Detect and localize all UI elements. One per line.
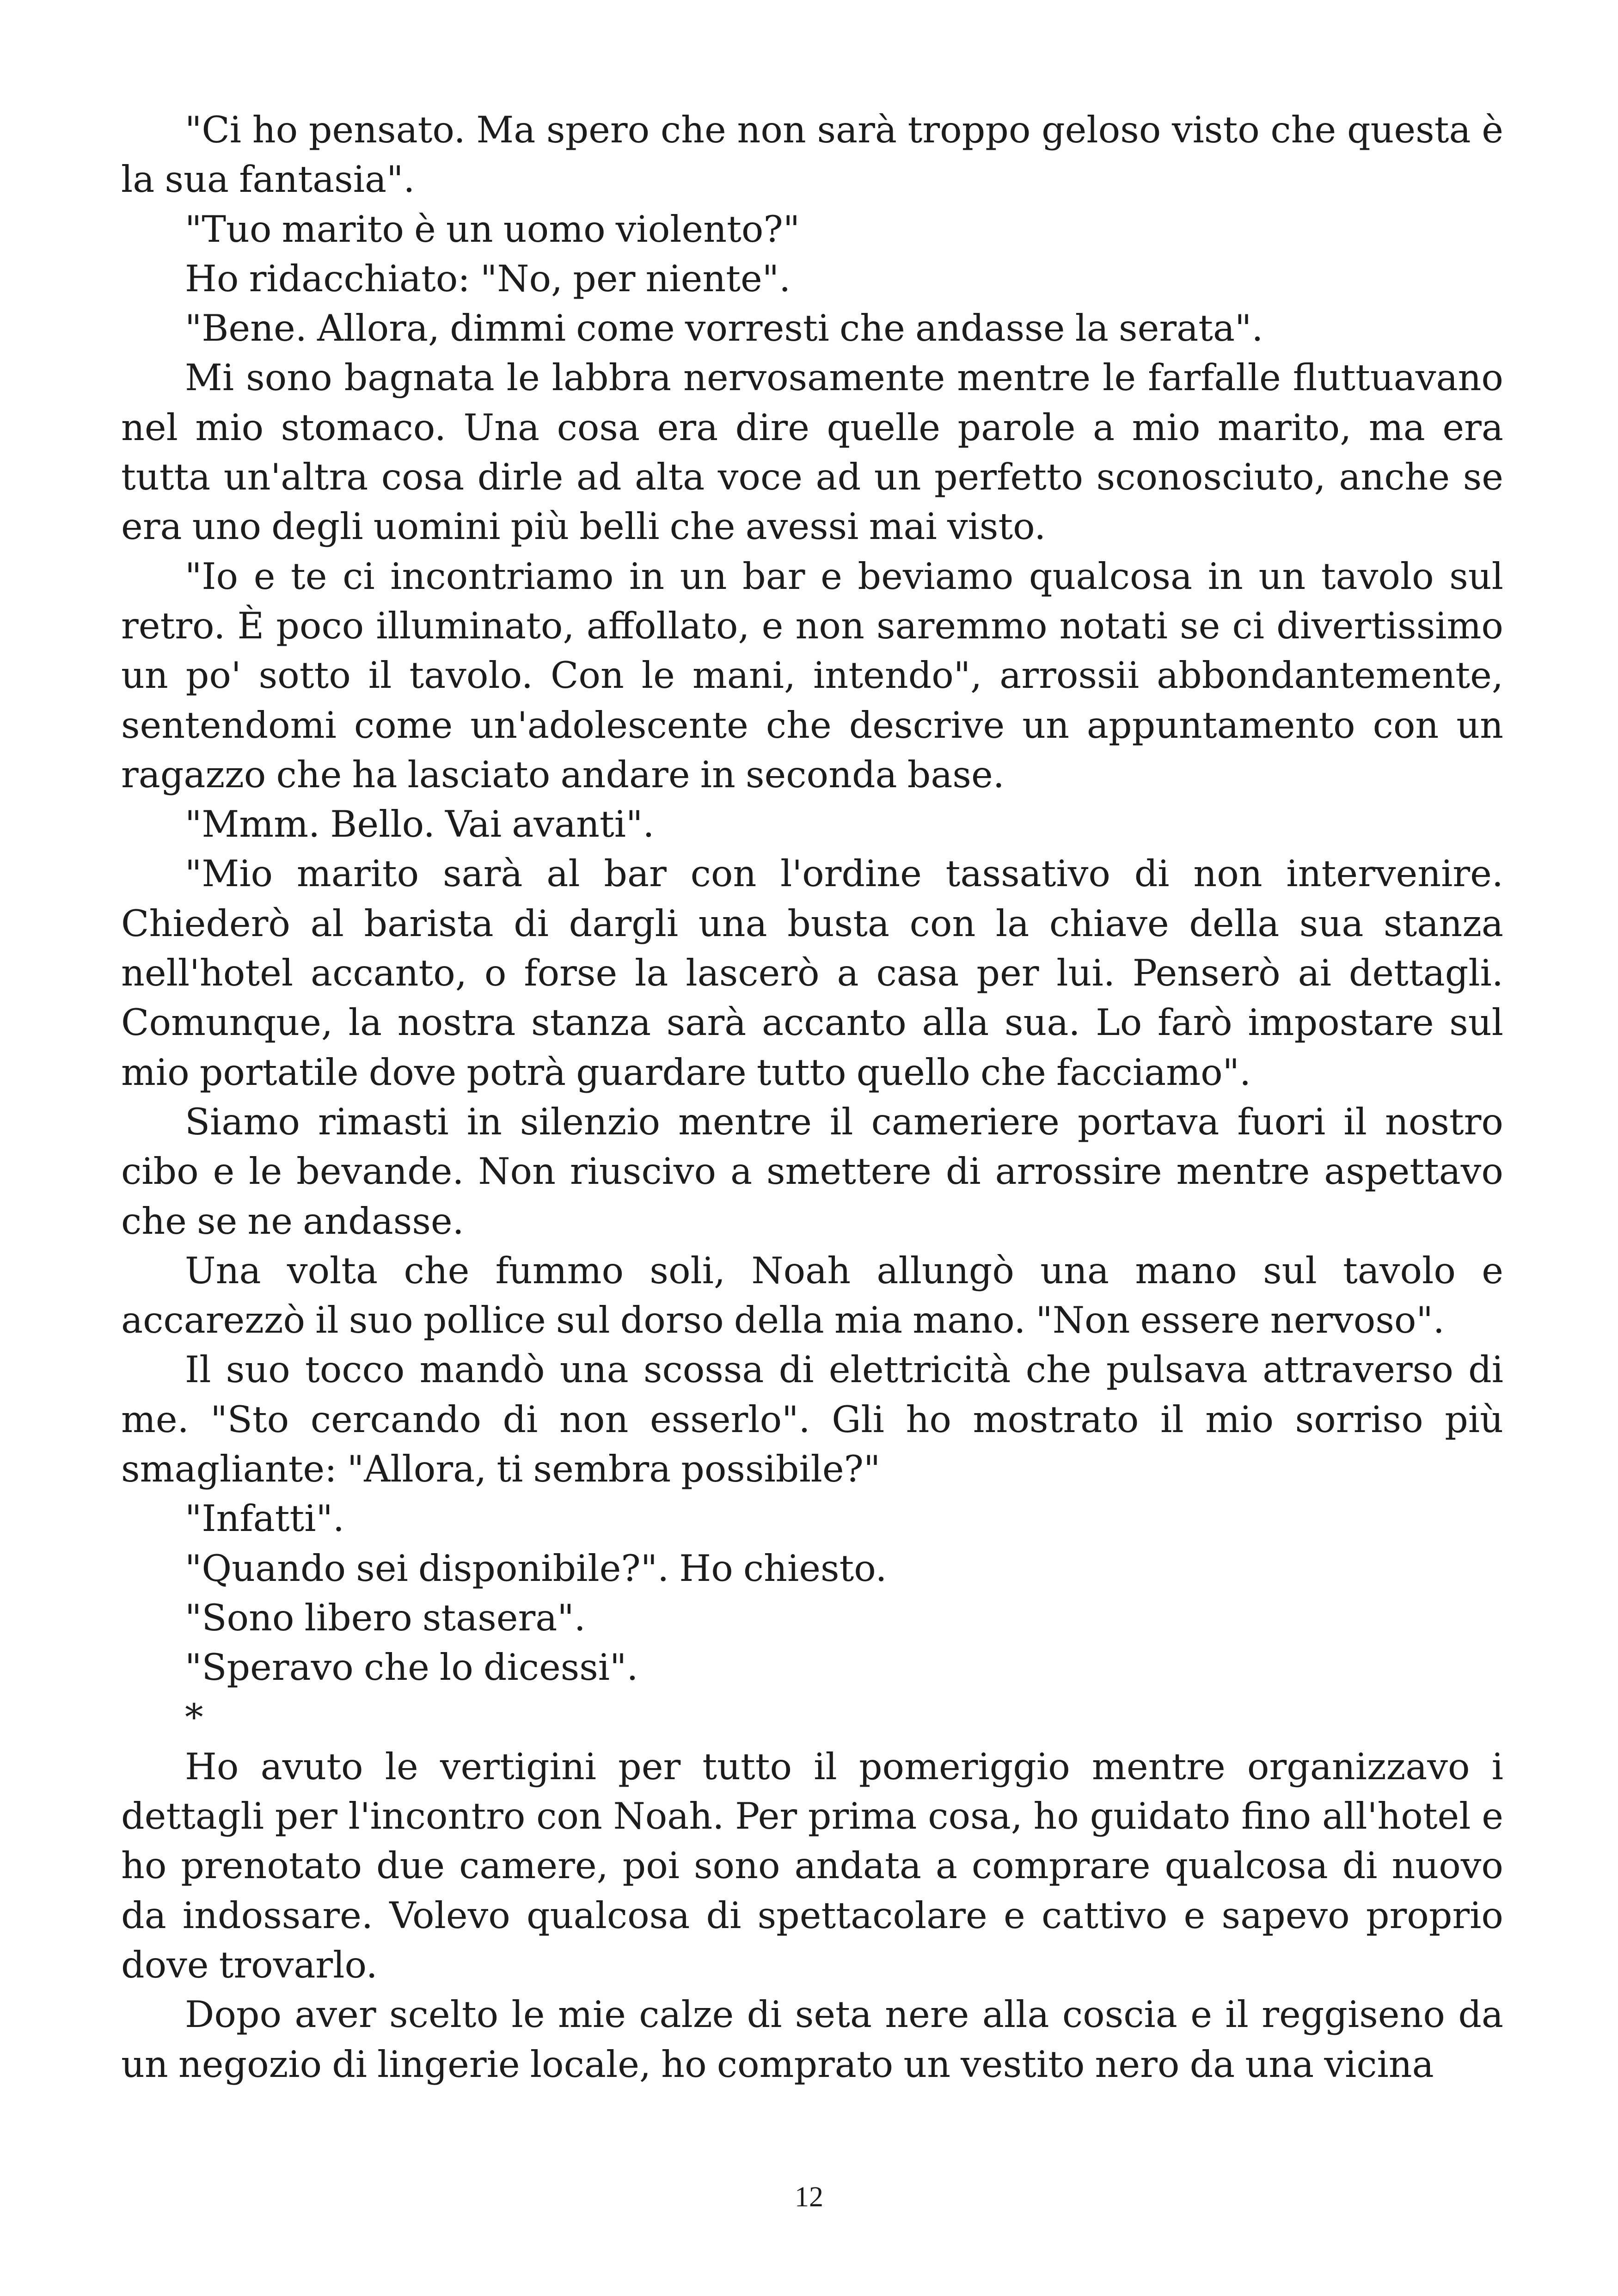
page-number: 12 [795,2181,823,2213]
paragraph: "Speravo che lo dicessi". [185,1646,638,1689]
scene-break: * [185,1696,203,1739]
paragraph: "Quando sei disponibile?". Ho chiesto. [185,1547,887,1590]
paragraph: "Io e te ci incontriamo in un bar e beviamo qualcosa in un tavolo sul retro. È poco illuminato, affollato, e non saremmo notati se ci divertissimo un po' sotto il tavolo. Con le mani, intendo", arrossii abbondantemente, sentendomi come un'adolescente che descrive un appuntamento con un ragazzo che ha lasciato andare in seconda base. [121,555,1503,796]
paragraph: "Tuo marito è un uomo violento?" [185,208,800,251]
paragraph: Siamo rimasti in silenzio mentre il cameriere portava fuori il nostro cibo e le bevande. Non riuscivo a smettere di arrossire mentre aspettavo che se ne andasse. [121,1100,1503,1243]
paragraph: Dopo aver scelto le mie calze di seta nere alla coscia e il reggiseno da un negozio di lingerie locale, ho comprato un vestito nero da una vicina [121,1993,1503,2086]
paragraph: Mi sono bagnata le labbra nervosamente mentre le farfalle fluttuavano nel mio stomaco. Una cosa era dire quelle parole a mio marito, ma era tutta un'altra cosa dirle ad alta voce ad un perfetto sconosciuto, anche se era uno degli uomini più belli che avessi mai visto. [121,356,1503,548]
paragraph: Il suo tocco mandò una scossa di elettricità che pulsava attraverso di me. "Sto cercando di non esserlo". Gli ho mostrato il mio sorriso più smagliante: "Allora, ti sembra possibile?" [121,1348,1503,1491]
paragraph: Ho ridacchiato: "No, per niente". [185,257,791,300]
paragraph: "Sono libero stasera". [185,1596,586,1639]
paragraph: Una volta che fummo soli, Noah allungò una mano sul tavolo e accarezzò il suo pollice sul dorso della mia mano. "Non essere nervoso". [121,1249,1503,1342]
paragraph: "Bene. Allora, dimmi come vorresti che andasse la serata". [185,307,1263,350]
paragraph: "Infatti". [185,1497,344,1540]
body-text [121,105,1503,2089]
paragraph: "Mio marito sarà al bar con l'ordine tassativo di non intervenire. Chiederò al barista di dargli una busta con la chiave della sua stanza nell'hotel accanto, o forse la lascerò a casa per lui. Penserò ai dettagli. Comunque, la nostra stanza sarà accanto alla sua. Lo farò impostare sul mio portatile dove potrà guardare tutto quello che facciamo". [121,852,1503,1094]
paragraph: Ho avuto le vertigini per tutto il pomeriggio mentre organizzavo i dettagli per l'incontro con Noah. Per prima cosa, ho guidato fino all'hotel e ho prenotato due camere, poi sono andata a comprare qualcosa di nuovo da indossare. Volevo qualcosa di spettacolare e cattivo e sapevo proprio dove trovarlo. [121,1745,1503,1986]
paragraph: "Ci ho pensato. Ma spero che non sarà troppo geloso visto che questa è la sua fantasia". [121,109,1503,201]
paragraph: "Mmm. Bello. Vai avanti". [185,803,655,846]
